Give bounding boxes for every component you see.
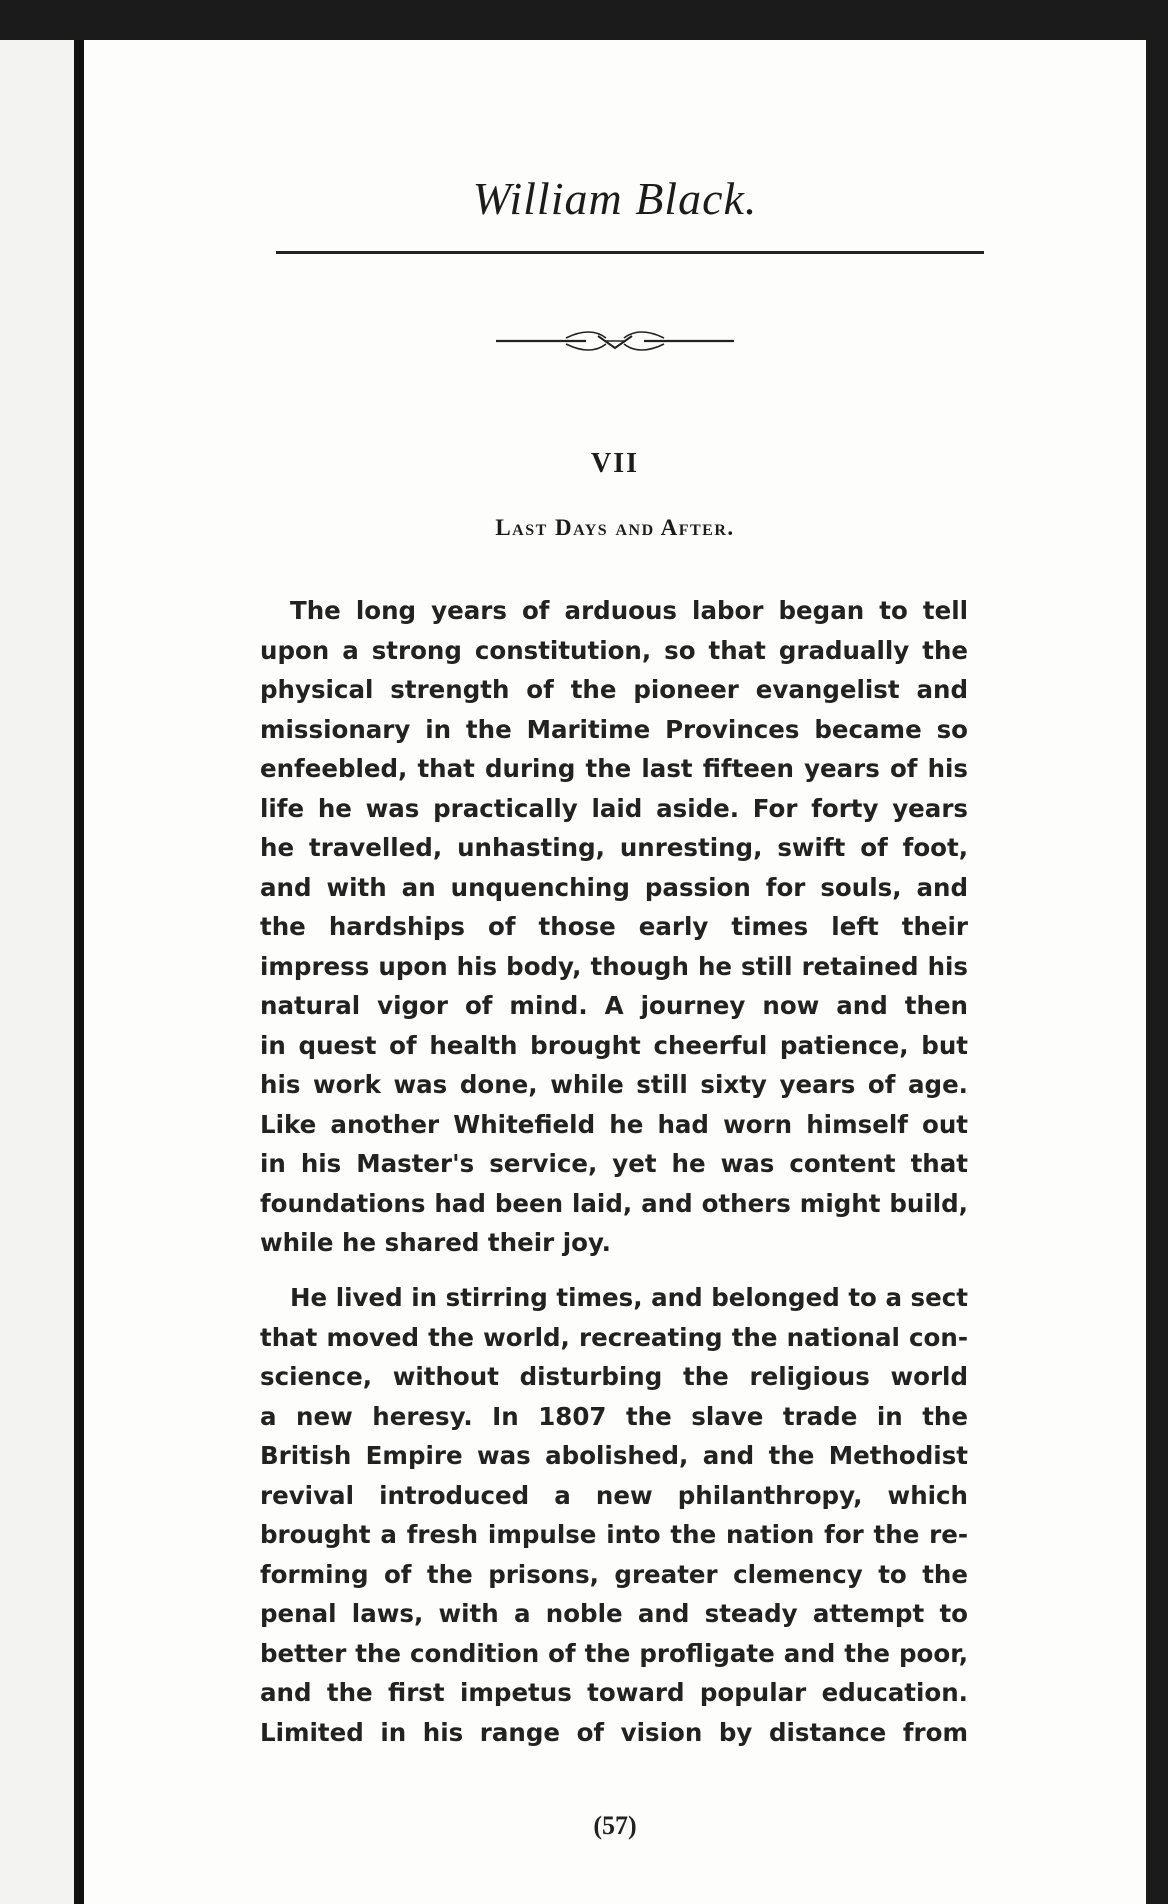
text-line: foundations had been laid, and others might build, xyxy=(260,1188,968,1218)
text-line: while he shared their joy. xyxy=(260,1228,611,1257)
chapter-title: Last Days and After. xyxy=(495,515,735,540)
text-line: impress upon his body, though he still retained his xyxy=(260,951,968,981)
book-page xyxy=(84,40,1146,1904)
text-line: a new heresy. In 1807 the slave trade in the xyxy=(260,1401,968,1431)
text-line: forming of the prisons, greater clemency to the xyxy=(260,1559,968,1589)
text-line: science, without disturbing the religious world xyxy=(260,1362,968,1391)
text-line: missionary in the Maritime Provinces became so xyxy=(260,714,968,744)
text-line: the hardships of those early times left their xyxy=(260,912,968,941)
text-line: he travelled, unhasting, unresting, swift of foot, xyxy=(260,833,968,862)
text-line: Like another Whitefield he had worn himself out xyxy=(260,1109,968,1139)
text-line: Limited in his range of vision by distance from xyxy=(260,1717,968,1747)
text-line: his work was done, while still sixty years of age. xyxy=(260,1070,968,1099)
facing-page-edge xyxy=(0,40,74,1904)
text-line: in his Master's service, yet he was content that xyxy=(260,1149,968,1178)
body-paragraph-2 xyxy=(260,1278,968,1752)
header-rule xyxy=(276,251,984,254)
text-line: upon a strong constitution, so that gradually the xyxy=(260,635,968,665)
text-line: better the condition of the profligate and the poor, xyxy=(260,1638,968,1668)
text-line: penal laws, with a noble and steady attempt to xyxy=(260,1599,968,1628)
text-line: physical strength of the pioneer evangelist and xyxy=(260,675,968,704)
running-head: William Black. xyxy=(472,173,758,224)
page-number: (57) xyxy=(593,1811,637,1840)
body-paragraph-1 xyxy=(260,591,968,1263)
text-line: life he was practically laid aside. For forty years xyxy=(260,793,968,823)
text-line: and with an unquenching passion for souls, and xyxy=(260,872,968,902)
text-line: enfeebled, that during the last fifteen years of his xyxy=(260,754,968,783)
chapter-number: VII xyxy=(590,448,639,479)
text-line: in quest of health brought cheerful patience, but xyxy=(260,1030,968,1060)
flourish-ornament-icon xyxy=(494,324,736,354)
book-gutter xyxy=(74,40,84,1904)
text-line: natural vigor of mind. A journey now and then xyxy=(260,991,968,1020)
text-line: revival introduced a new philanthropy, which xyxy=(260,1480,968,1510)
text-line: The long years of arduous labor began to tell xyxy=(290,596,968,625)
text-line: and the first impetus toward popular education. xyxy=(260,1678,968,1707)
book-frame-top xyxy=(0,0,1168,40)
text-line: brought a fresh impulse into the nation for the re- xyxy=(260,1520,968,1549)
book-frame-right xyxy=(1146,0,1168,1904)
text-line: British Empire was abolished, and the Methodist xyxy=(260,1441,968,1470)
text-line: He lived in stirring times, and belonged to a sect xyxy=(290,1283,968,1312)
text-line: that moved the world, recreating the national con- xyxy=(260,1322,968,1352)
